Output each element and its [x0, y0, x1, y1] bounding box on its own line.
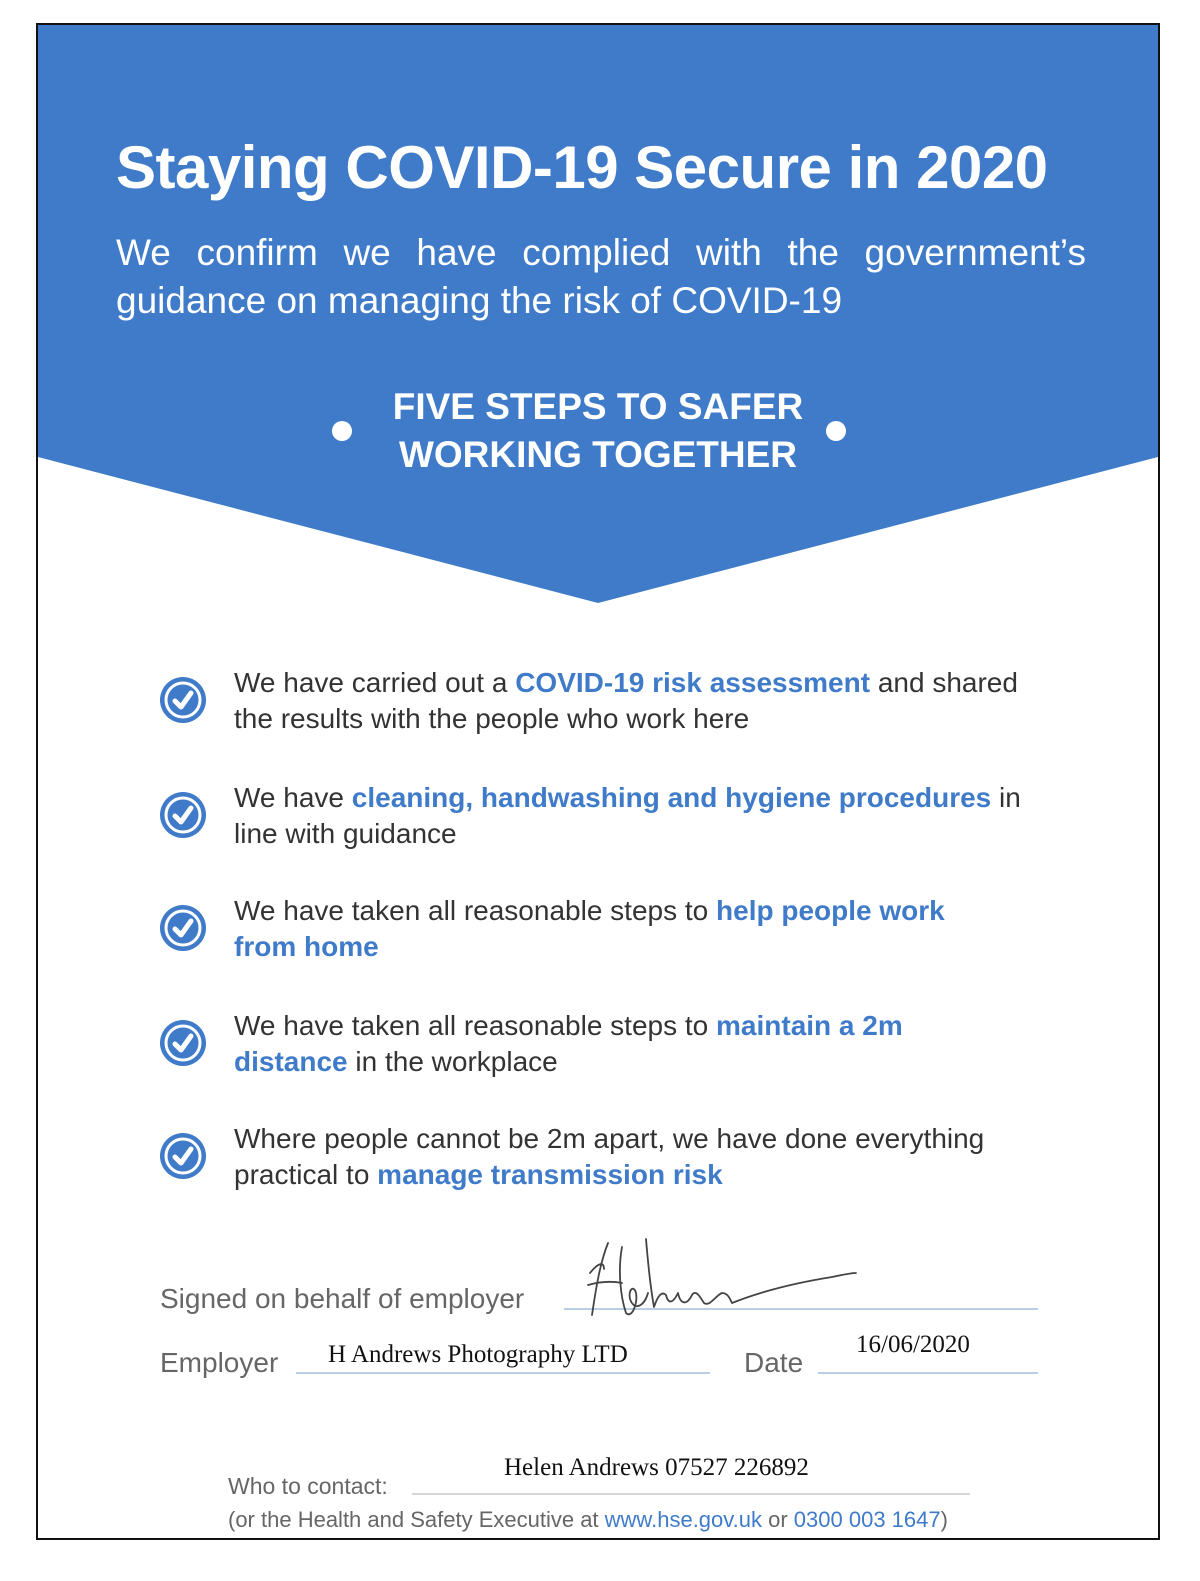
step-highlight: manage transmission risk — [377, 1159, 723, 1190]
steps-heading-line1: FIVE STEPS TO SAFER — [392, 386, 804, 427]
date-value: 16/06/2020 — [856, 1331, 970, 1358]
step-text: We have cleaning, handwashing and hygiene procedures in line with guidance — [234, 782, 1021, 849]
steps-heading-line2: WORKING TOGETHER — [398, 434, 798, 475]
step-highlight: COVID-19 risk assessment — [515, 667, 871, 698]
checkmark-icon — [160, 905, 206, 951]
contact-line — [412, 1493, 970, 1495]
hse-note: (or the Health and Safety Executive at www.hse.gov.uk or 0300 003 1647) — [228, 1507, 948, 1532]
contact-label: Who to contact: — [228, 1473, 388, 1499]
step-highlight: cleaning, handwashing and hygiene procedures — [351, 782, 992, 813]
bullet-dot-icon — [332, 421, 352, 441]
hse-website-link[interactable]: www.hse.gov.uk — [604, 1507, 762, 1532]
employer-label: Employer — [160, 1347, 279, 1378]
employer-value: H Andrews Photography LTD — [328, 1341, 628, 1368]
step-text: We have taken all reasonable steps to maintain a 2m distance in the workplace — [234, 1010, 903, 1077]
steps-heading — [38, 383, 1158, 479]
step-item — [160, 893, 1060, 983]
checkmark-icon — [160, 677, 206, 723]
poster-subtitle: We confirm we have complied with the government’s guidance on managing the risk of COVID-19 — [116, 232, 1086, 321]
poster-title: Staying COVID-19 Secure in 2020 — [116, 134, 1048, 201]
checkmark-icon — [160, 1020, 206, 1066]
bullet-dot-icon — [826, 421, 846, 441]
step-text: We have taken all reasonable steps to help people work from home — [234, 895, 945, 962]
step-text: Where people cannot be 2m apart, we have done everything practical to manage transmission risk — [234, 1123, 985, 1190]
step-item — [160, 1008, 1060, 1098]
signature-image — [582, 1233, 862, 1333]
date-line — [818, 1372, 1038, 1374]
signed-label: Signed on behalf of employer — [160, 1283, 525, 1314]
step-text: We have carried out a COVID-19 risk assessment and shared the results with the people who work here — [234, 667, 1018, 734]
step-item — [160, 665, 1060, 755]
contact-value: Helen Andrews 07527 226892 — [504, 1454, 809, 1481]
checkmark-icon — [160, 792, 206, 838]
step-item — [160, 1121, 1060, 1211]
header-banner — [38, 25, 1158, 625]
hse-phone-link[interactable]: 0300 003 1647 — [793, 1507, 941, 1532]
step-highlight: help people work from home — [234, 895, 945, 962]
step-item — [160, 780, 1060, 870]
checkmark-icon — [160, 1133, 206, 1179]
step-highlight: maintain a 2m distance — [234, 1010, 903, 1077]
poster-frame — [36, 23, 1160, 1540]
date-label: Date — [744, 1347, 804, 1378]
employer-line — [296, 1372, 710, 1374]
